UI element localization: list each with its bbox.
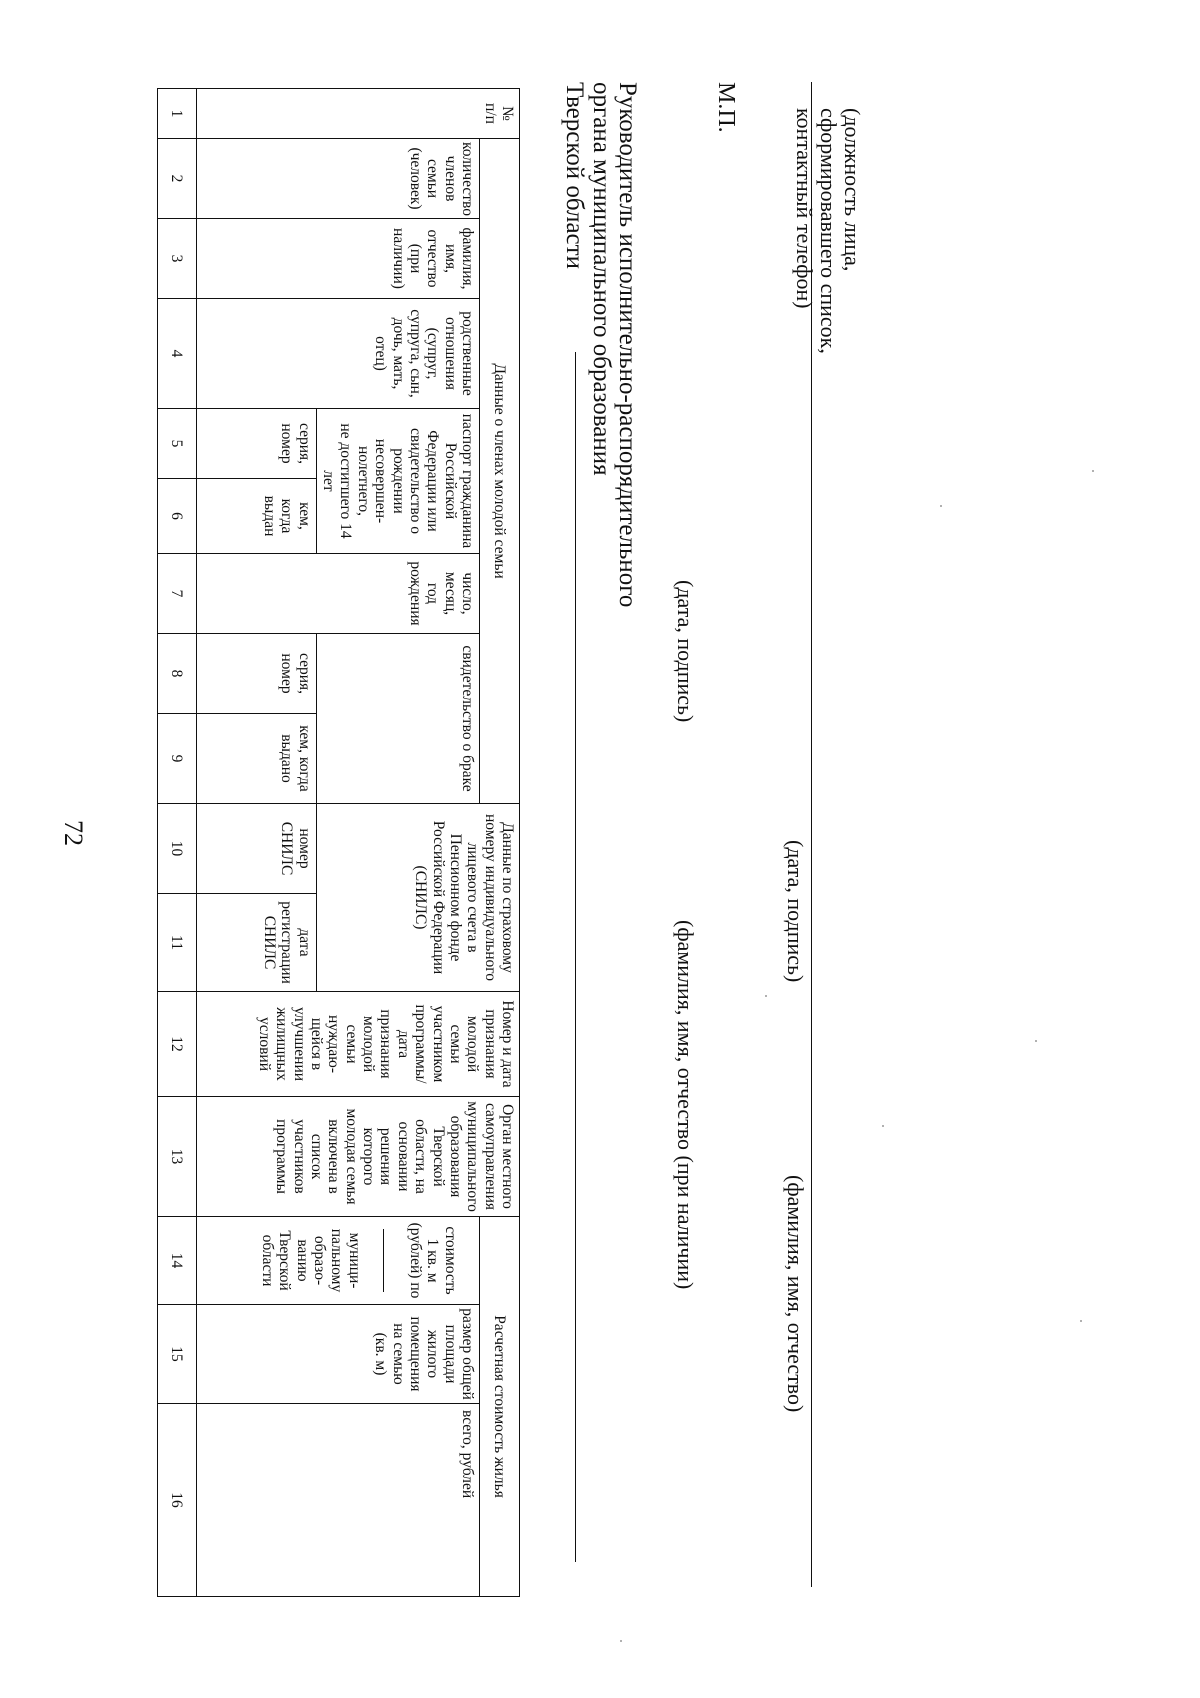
header-snils-number: номер СНИЛС — [196, 804, 316, 894]
young-family-register-table — [157, 88, 520, 1597]
cost-per-sqm-top: стоимость 1 кв. м (рублей) по — [406, 1222, 459, 1299]
header-marriage-issued: кем, когда выдано — [196, 714, 316, 804]
column-number: 15 — [157, 1305, 196, 1404]
header-total: всего, рублей — [196, 1404, 479, 1597]
scan-speck — [765, 995, 767, 997]
cost-per-sqm-bottom: муници- пальному образо- ванию Тверской области — [259, 1228, 363, 1293]
header-relation: родственные отношения (супруг, супруга, сын, дочь, мать, отец) — [196, 299, 479, 409]
column-number: 8 — [157, 634, 196, 714]
header-snils: Данные по страховому номеру индивидуального лицевого счета в Пенсионном фонде Российской Федерации (СНИЛС) — [316, 804, 519, 992]
column-number: 11 — [157, 894, 196, 992]
scan-speck — [882, 1125, 884, 1127]
column-number: 14 — [157, 1217, 196, 1305]
scan-speck — [1092, 470, 1094, 472]
header-snils-date: дата регистрации СНИЛС — [196, 894, 316, 992]
header-birth-date: число, месяц, год рождения — [196, 554, 479, 634]
position-caption: (должность лица, сформировавшего список, контактный телефон) — [791, 108, 865, 354]
column-number: 3 — [157, 219, 196, 299]
page-number: 72 — [59, 820, 88, 846]
column-number-row — [157, 89, 196, 1597]
header-cost-per-sqm — [196, 1217, 479, 1305]
head-of-authority-title: Руководитель исполнительно-распорядительного органа муниципального образования Тверской области — [561, 82, 641, 608]
column-number: 1 — [157, 89, 196, 139]
column-number: 9 — [157, 714, 196, 804]
header-passport-series: серия, номер — [196, 409, 316, 479]
header-passport: паспорт гражданина Российской Федерации или свидетельство о рождении несовершен- нолетнего, не достигшего 14 лет — [316, 409, 479, 554]
column-number: 6 — [157, 479, 196, 554]
header-housing-cost: Расчетная стоимость жилья — [480, 1217, 520, 1597]
header-row-number: № п/п — [196, 89, 519, 139]
header-recognition: Номер и дата признания молодой семьи участником программы/ дата признания молодой семьи нуждаю- щейся в улучшении жилищных условий — [196, 992, 519, 1097]
scan-speck — [940, 505, 942, 507]
column-number: 5 — [157, 409, 196, 479]
column-number: 4 — [157, 299, 196, 409]
signature-line-1 — [575, 352, 576, 1562]
column-number: 10 — [157, 804, 196, 894]
header-members-count: количество членов семьи (человек) — [196, 139, 479, 219]
cost-per-sqm-divider — [383, 1229, 384, 1292]
header-marriage-certificate: свидетельство о браке — [316, 634, 479, 804]
header-full-name: фамилия, имя, отчество (при наличии) — [196, 219, 479, 299]
scan-speck — [1035, 1040, 1037, 1042]
caption-date-signature-2: (дата, подпись) — [783, 840, 808, 983]
column-number: 7 — [157, 554, 196, 634]
scan-speck — [620, 1640, 622, 1642]
column-number: 12 — [157, 992, 196, 1097]
header-passport-issued: кем, когда выдан — [196, 479, 316, 554]
caption-date-signature-1: (дата, подпись) — [673, 580, 698, 723]
header-family-data: Данные о членах молодой семьи — [480, 139, 520, 804]
header-area: размер общей площади жилого помещения на семью (кв. м) — [196, 1305, 479, 1404]
scan-speck — [1080, 1320, 1082, 1322]
stamp-place: М.П. — [713, 82, 739, 133]
column-number: 16 — [157, 1404, 196, 1597]
column-number: 13 — [157, 1097, 196, 1217]
column-number: 2 — [157, 139, 196, 219]
header-authority: Орган местного самоуправления муниципального образования Тверской области, на основании решения которого молодая семья включена в список участников программы — [196, 1097, 519, 1217]
caption-full-name-1: (фамилия, имя, отчество (при наличии) — [673, 920, 698, 1290]
caption-full-name-2: (фамилия, имя, отчество) — [783, 1175, 808, 1413]
header-marriage-series: серия, номер — [196, 634, 316, 714]
